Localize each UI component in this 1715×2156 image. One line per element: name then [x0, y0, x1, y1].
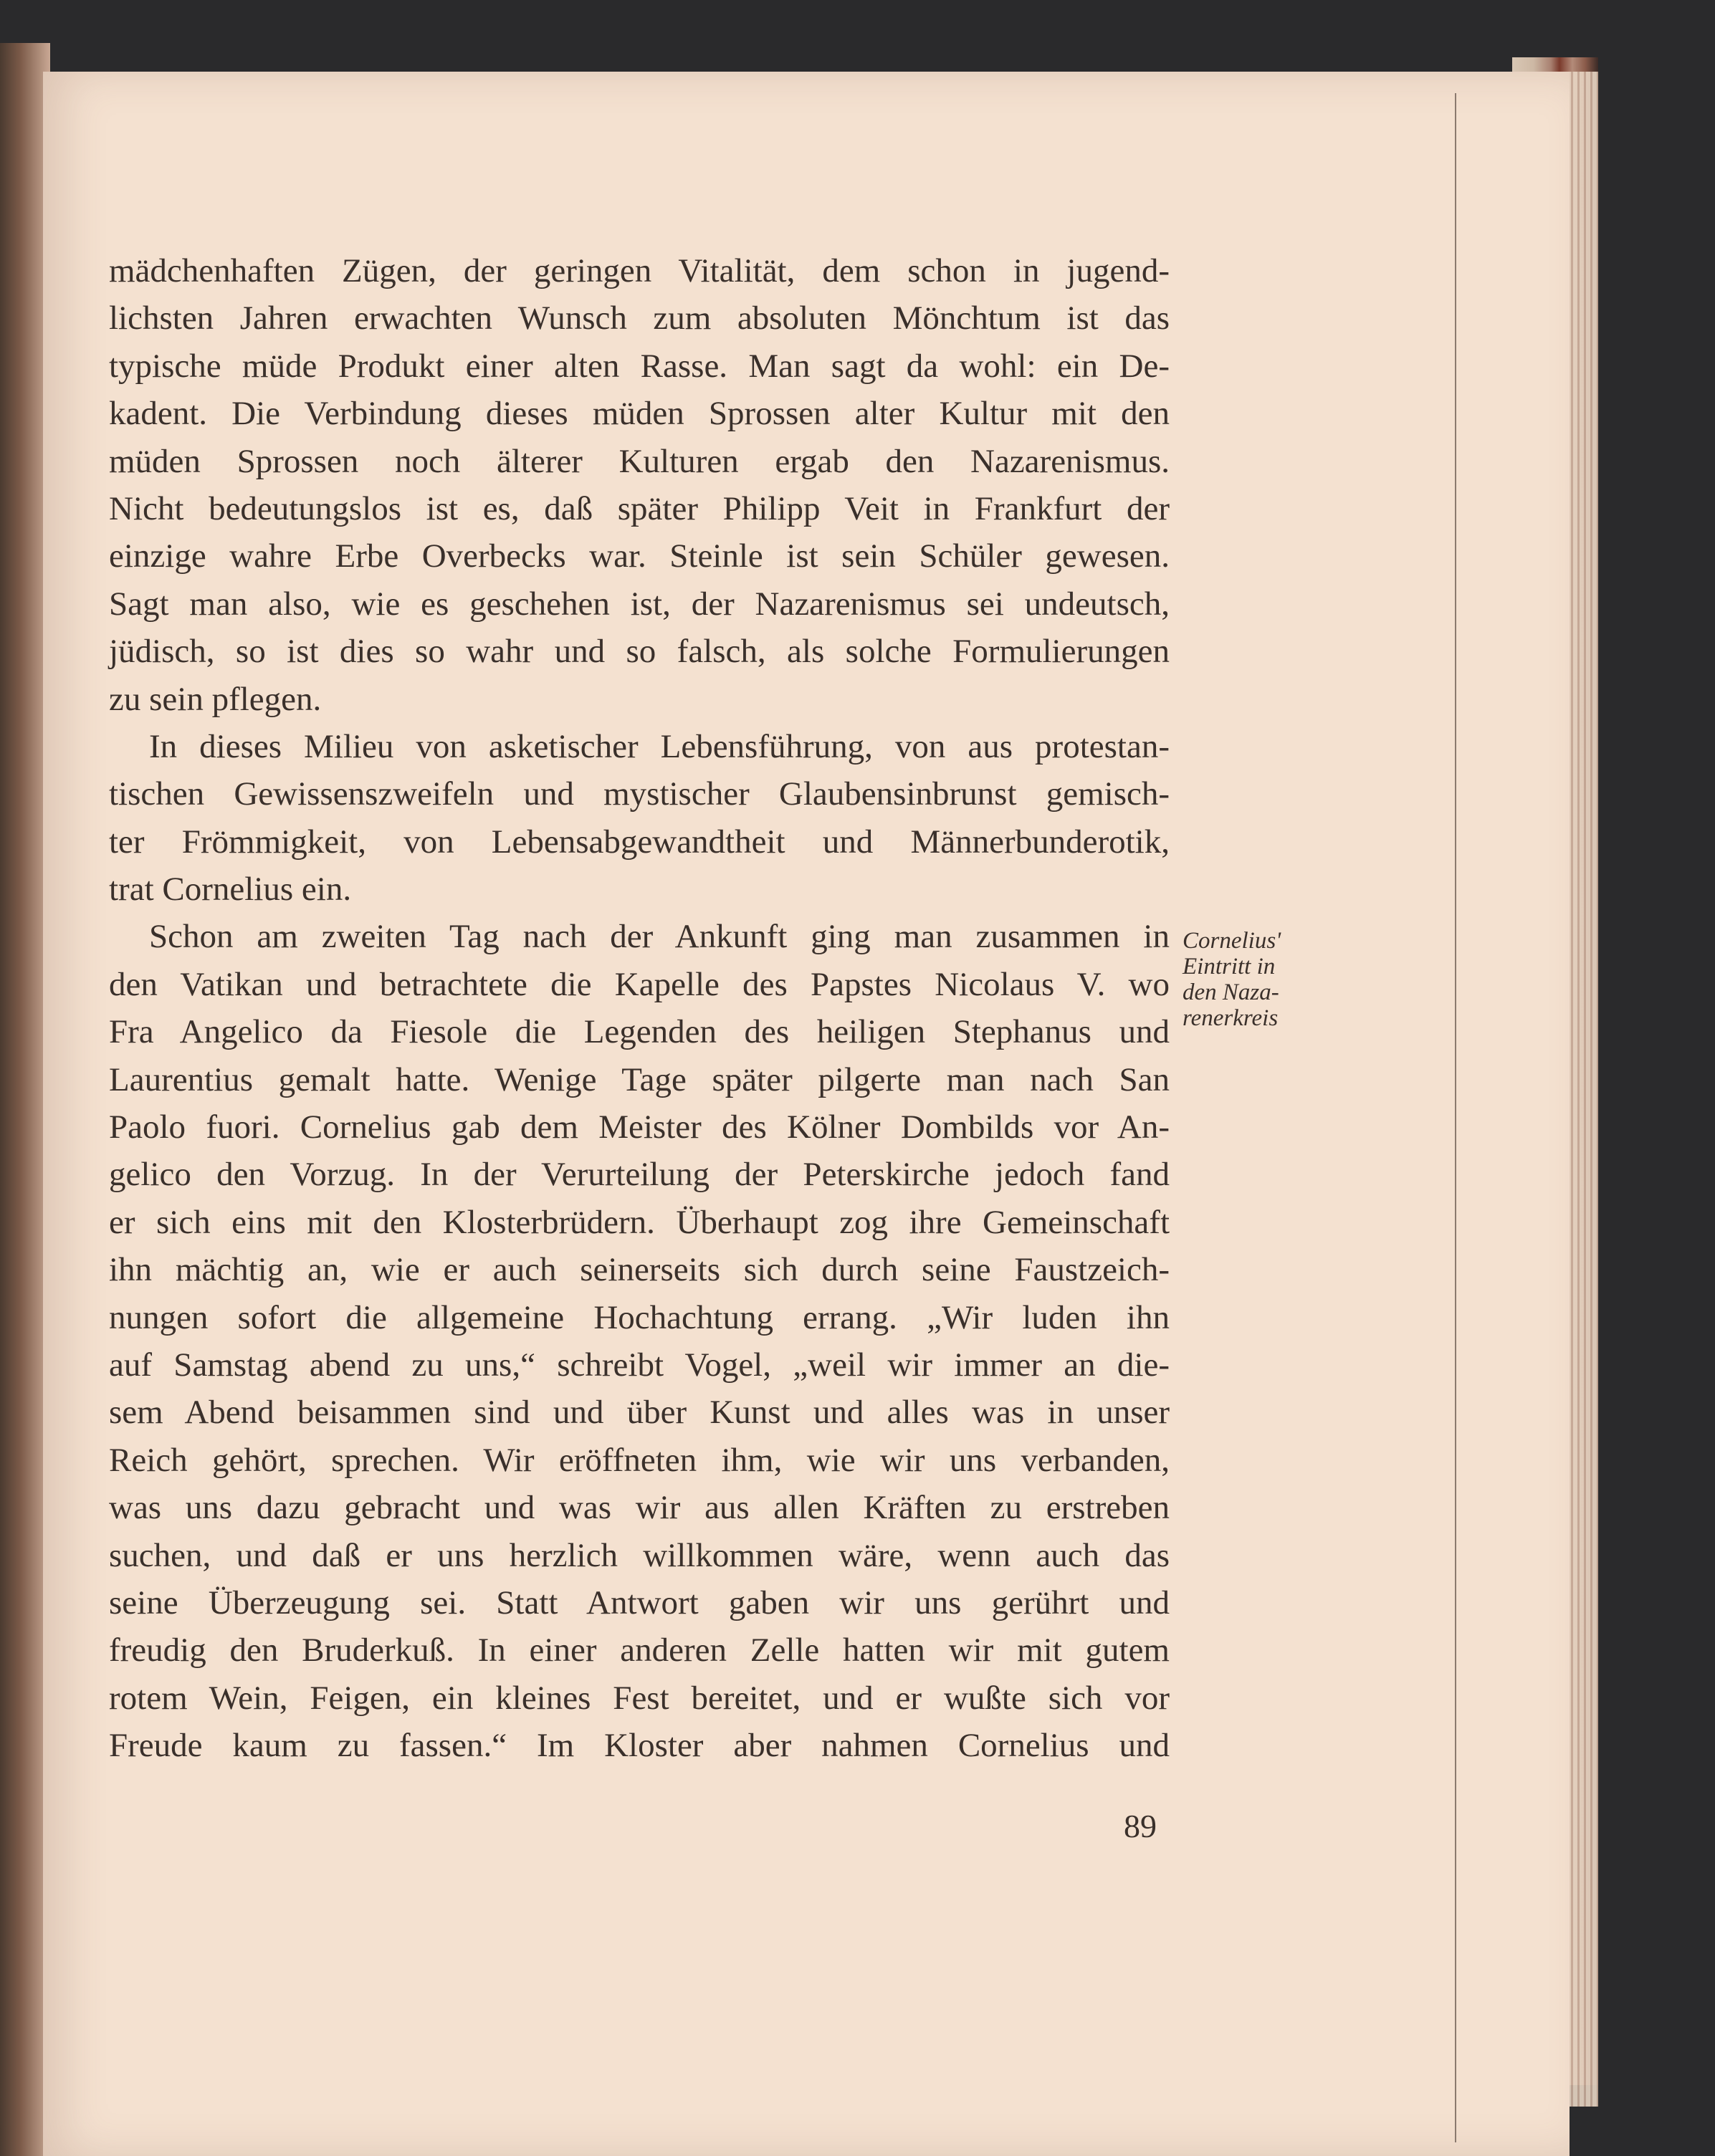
text-line: suchen, und daß er uns herzlich willkommen wäre, wenn auch das [109, 1536, 1170, 1574]
text-line: ter Frömmigkeit, von Lebensabgewandtheit und Männerbunderotik, [109, 823, 1170, 861]
text-line: Paolo fuori. Cornelius gab dem Meister des Kölner Dombilds vor An- [109, 1108, 1170, 1146]
text-line: mädchenhaften Zügen, der geringen Vitalität, dem schon in jugend- [109, 252, 1170, 289]
text-line: gelico den Vorzug. In der Verurteilung der Peterskirche jedoch fand [109, 1156, 1170, 1194]
text-line: rotem Wein, Feigen, ein kleines Fest bereitet, und er wußte sich vor [109, 1679, 1170, 1717]
text-line: tischen Gewissenszweifeln und mystischer Glaubensinbrunst gemisch- [109, 775, 1170, 813]
text-line: trat Cornelius ein. [109, 871, 352, 909]
text-line: auf Samstag abend zu uns,“ schreibt Vogel, „weil wir immer an die- [109, 1346, 1170, 1384]
text-line: Nicht bedeutungslos ist es, daß später Philipp Veit in Frankfurt der [109, 489, 1170, 527]
marginal-note [1183, 928, 1319, 1031]
text-line: typische müde Produkt einer alten Rasse. Man sagt da wohl: ein De- [109, 347, 1170, 385]
text-line: sem Abend beisammen sind und über Kunst und alles was in unser [109, 1394, 1170, 1432]
text-line: nungen sofort die allgemeine Hochachtung errang. „Wir luden ihn [109, 1298, 1170, 1336]
marginal-note-line: Cornelius' [1183, 928, 1281, 954]
text-line: Fra Angelico da Fiesole die Legenden des heiligen Stephanus und [109, 1013, 1170, 1051]
text-line: zu sein pflegen. [109, 680, 322, 718]
text-line: Schon am zweiten Tag nach der Ankunft ging man zusammen in [149, 918, 1170, 956]
text-line: freudig den Bruderkuß. In einer anderen Zelle hatten wir mit gutem [109, 1632, 1170, 1669]
text-line: Reich gehört, sprechen. Wir eröffneten ihm, wie wir uns verbanden, [109, 1441, 1170, 1479]
text-line: müden Sprossen noch älterer Kulturen ergab den Nazarenismus. [109, 442, 1170, 480]
text-line: Laurentius gemalt hatte. Wenige Tage später pilgerte man nach San [109, 1060, 1170, 1098]
text-line: jüdisch, so ist dies so wahr und so falsch, als solche Formulierungen [109, 633, 1170, 671]
text-line: kadent. Die Verbindung dieses müden Sprossen alter Kultur mit den [109, 395, 1170, 433]
text-line: den Vatikan und betrachtete die Kapelle des Papstes Nicolaus V. wo [109, 965, 1170, 1003]
text-line: Sagt man also, wie es geschehen ist, der Nazarenismus sei undeutsch, [109, 585, 1170, 623]
page-edge-line [1455, 93, 1456, 2142]
text-line: was uns dazu gebracht und was wir aus allen Kräften zu erstreben [109, 1489, 1170, 1527]
marginal-note-line: Eintritt in [1183, 954, 1276, 979]
text-line: er sich eins mit den Klosterbrüdern. Überhaupt zog ihre Gemeinschaft [109, 1203, 1170, 1241]
page-number: 89 [1124, 1808, 1157, 1844]
text-line: In dieses Milieu von asketischer Lebensführung, von aus protestan- [149, 727, 1170, 765]
marginal-note-line: renerkreis [1183, 1005, 1279, 1031]
text-line: lichsten Jahren erwachten Wunsch zum absoluten Mönchtum ist das [109, 300, 1170, 337]
text-line: ihn mächtig an, wie er auch seinerseits sich durch seine Faustzeich- [109, 1251, 1170, 1289]
text-line: einzige wahre Erbe Overbecks war. Steinle ist sein Schüler gewesen. [109, 537, 1170, 575]
text-line: seine Überzeugung sei. Statt Antwort gaben wir uns gerührt und [109, 1584, 1170, 1621]
body-text [109, 247, 1170, 1770]
marginal-note-line: den Naza- [1183, 979, 1279, 1005]
text-line: Freude kaum zu fassen.“ Im Kloster aber nahmen Cornelius und [109, 1727, 1170, 1765]
